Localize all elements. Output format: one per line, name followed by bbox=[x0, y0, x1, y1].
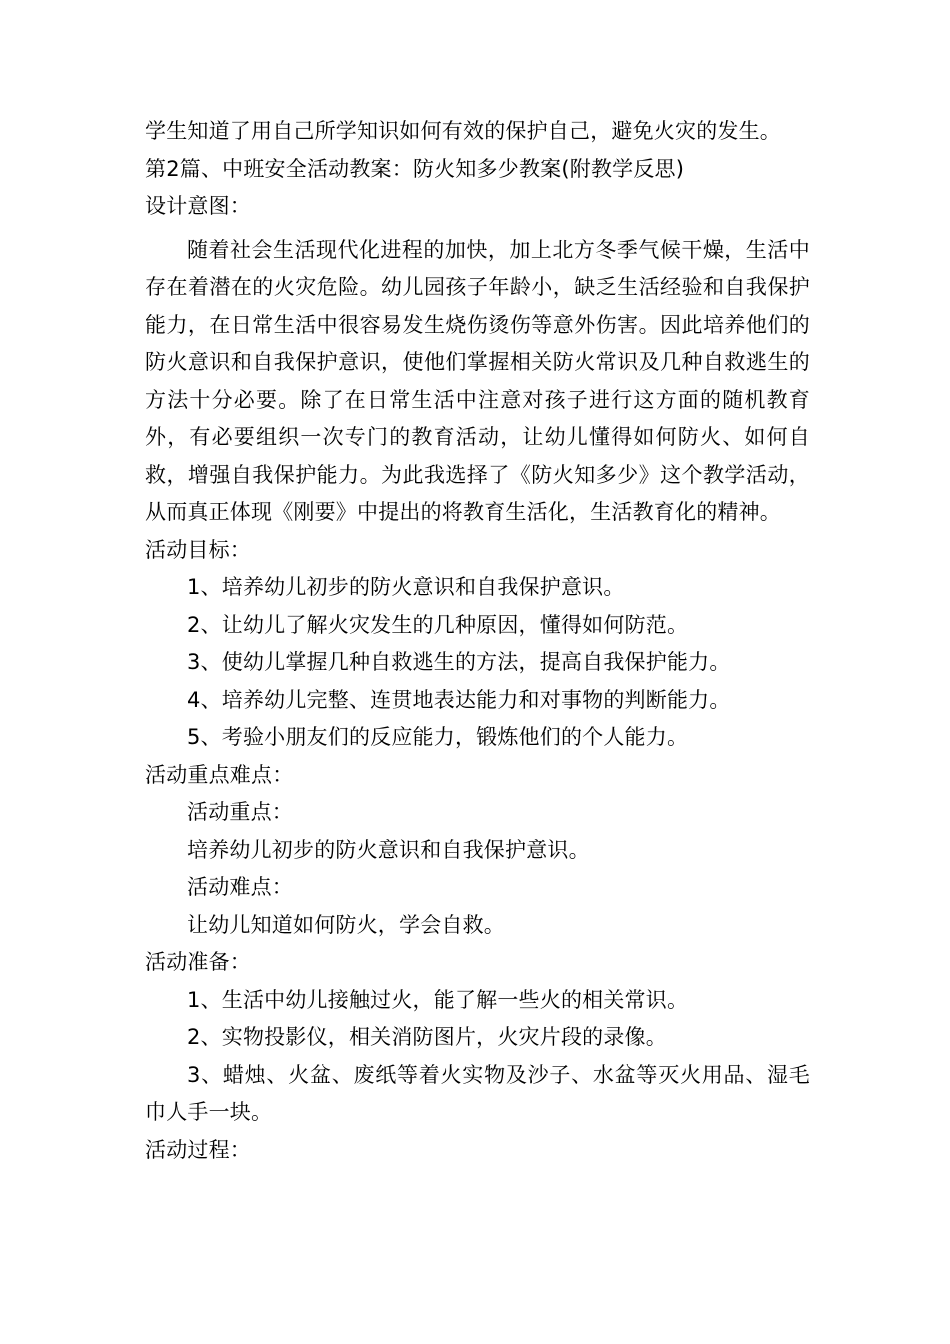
prep-item: 2、实物投影仪，相关消防图片，火灾片段的录像。 bbox=[187, 1025, 667, 1049]
difficulty-text: 让幼儿知道如何防火，学会自救。 bbox=[187, 912, 505, 937]
intro-line: 学生知道了用自己所学知识如何有效的保护自己，避免火灾的发生。 bbox=[145, 119, 781, 143]
article-title: 第2篇、中班安全活动教案：防火知多少教案(附教学反思) bbox=[145, 156, 685, 181]
prep-heading: 活动准备： bbox=[145, 950, 251, 974]
goal-item: 5、考验小朋友们的反应能力，锻炼他们的个人能力。 bbox=[187, 725, 689, 749]
goal-item: 3、使幼儿掌握几种自救逃生的方法，提高自我保护能力。 bbox=[187, 650, 731, 674]
key-point-text: 培养幼儿初步的防火意识和自我保护意识。 bbox=[187, 837, 590, 862]
prep-item: 3、蜡烛、火盆、废纸等着火实物及沙子、水盆等灭火用品、湿毛巾人手一块。 bbox=[145, 1062, 810, 1124]
design-paragraph: 随着社会生活现代化进程的加快，加上北方冬季气候干燥，生活中存在着潜在的火灾危险。幼儿园孩子年龄小，缺乏生活经验和自我保护能力，在日常生活中很容易发生烧伤烫伤等意外伤害。因此培养他们的防火意识和自我保护意识，使他们掌握相关防火常识及几种自救逃生的方法十分必要。除了在日常生活中注意对孩子进行这方面的随机教育外，有必要组织一次专门的教育活动，让幼儿懂得如何防火、如何自救，增强自我保护能力。为此我选择了《防火知多少》这个教学活动，从而真正体现《刚要》中提出的将教育生活化，生活教育化的精神。 bbox=[145, 237, 810, 524]
goals-heading: 活动目标： bbox=[145, 537, 251, 562]
goal-item: 1、培养幼儿初步的防火意识和自我保护意识。 bbox=[187, 575, 625, 599]
goal-item: 4、培养幼儿完整、连贯地表达能力和对事物的判断能力。 bbox=[187, 687, 731, 712]
difficulty-label: 活动难点： bbox=[187, 875, 293, 899]
design-heading: 设计意图： bbox=[145, 194, 251, 218]
key-point-label: 活动重点： bbox=[187, 800, 293, 824]
process-heading: 活动过程： bbox=[145, 1137, 251, 1162]
document-body bbox=[145, 113, 810, 1169]
key-heading: 活动重点难点： bbox=[145, 762, 294, 787]
goal-item: 2、让幼儿了解火灾发生的几种原因，懂得如何防范。 bbox=[187, 612, 689, 637]
prep-item: 1、生活中幼儿接触过火，能了解一些火的相关常识。 bbox=[187, 987, 689, 1012]
